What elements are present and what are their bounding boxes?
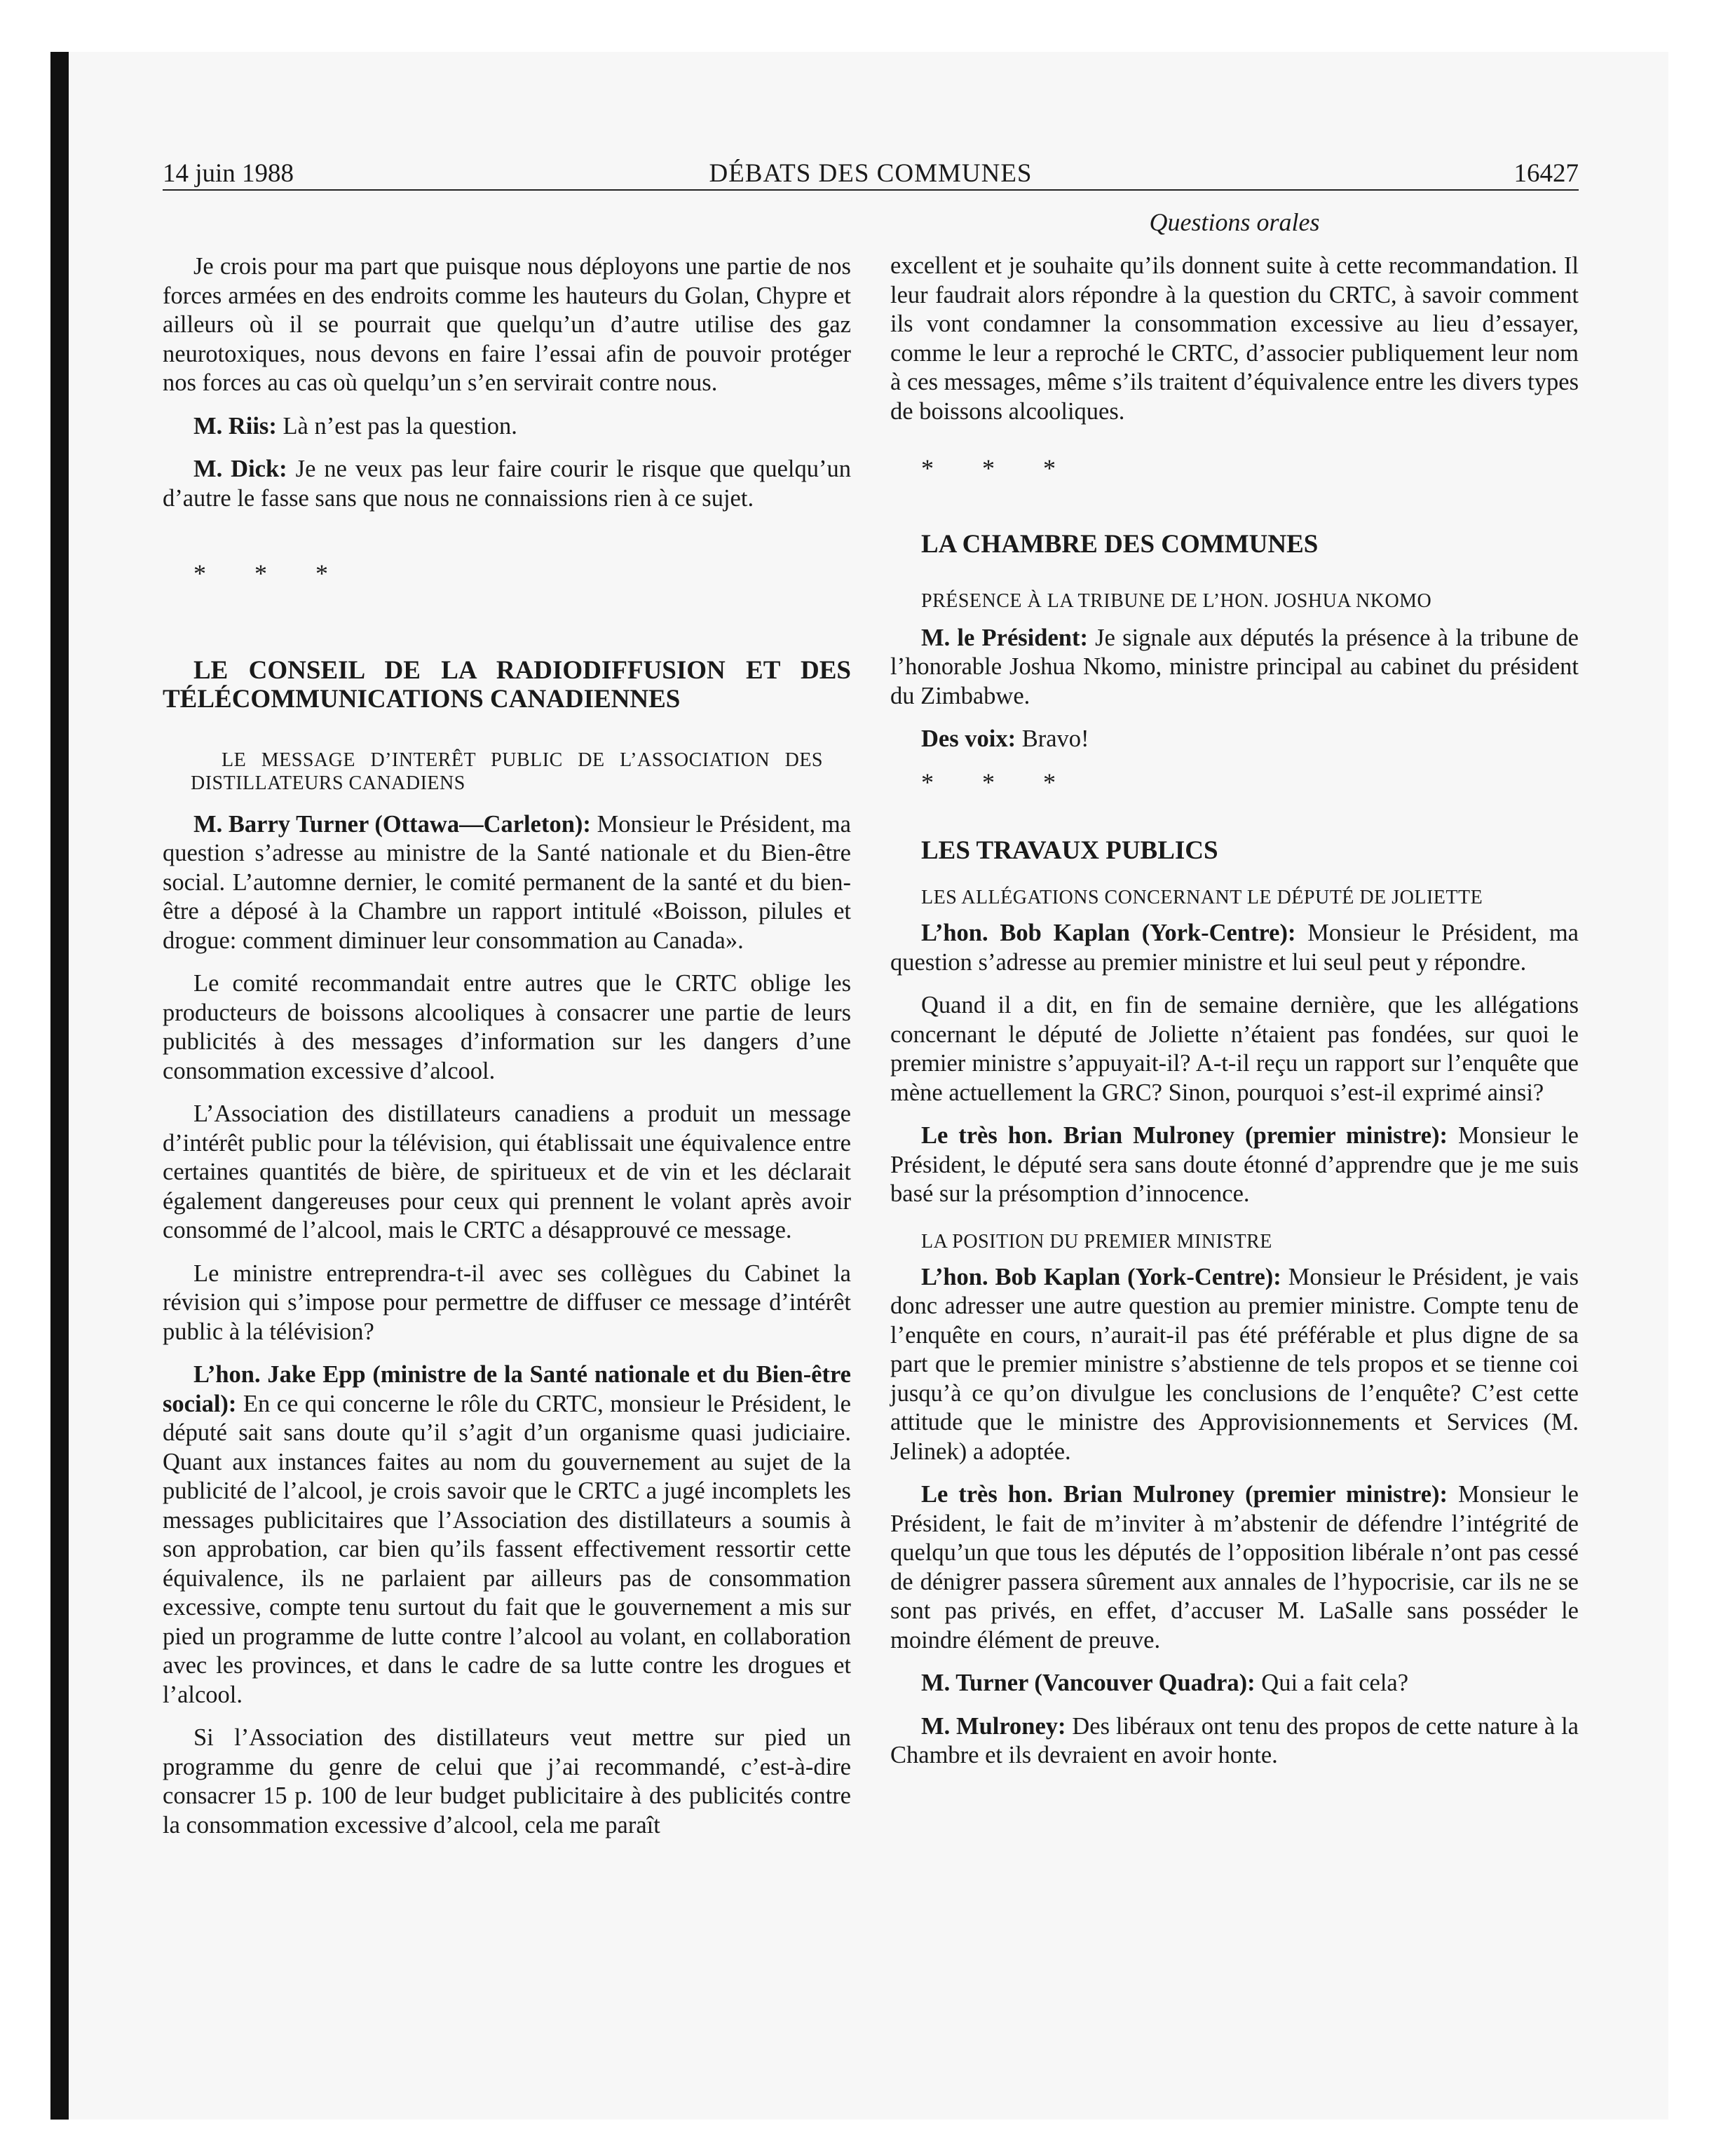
section-heading: LE CONSEIL DE LA RADIODIFFUSION ET DES TÉLÉCOMMUNICATIONS CANADIENNES	[163, 655, 851, 714]
running-head: Questions orales	[1149, 208, 1320, 236]
speech-text: En ce qui concerne le rôle du CRTC, monsieur le Président, le député sait sans doute qu’il s’agit d’un organisme quasi judiciaire. Quant aux instances faites au nom du gouvernement au sujet de la publicité de l’alcool, je crois savoir que le CRTC a jugé incomplets les messages publicitaires que l’Association des distillateurs a soumis à son approbation, car bien qu’ils fassent effectivement ressortir cette équivalence, ils ne parlaient par ailleurs pas de consommation excessive, compte tenu surtout du fait que le gouvernement a mis sur pied un programme de lutte contre l’alcool au volant, en collaboration avec les provinces, et dans le cadre de sa lutte contre les drogues et l’alcool.	[163, 1390, 851, 1708]
section-separator: * * *	[921, 454, 1077, 482]
speech-text: Monsieur le Président, je vais donc adresser une autre question au premier ministre. Compte tenu de l’enquête en cours, n’aurait-il pas été préférable et plus digne de sa part que le premier ministre s’abstienne de tels propos et se tienne coi jusqu’à ce qu’on divulgue les conclusions de l’enquête? C’est cette attitude que le ministre des Approvisionnements et Services (M. Jelinek) a adoptée.	[890, 1263, 1579, 1465]
speech-kaplan	[890, 919, 1579, 977]
section-subheading: LA POSITION DU PREMIER MINISTRE	[921, 1230, 1272, 1253]
paragraph: Quand il a dit, en fin de semaine dernière, que les allégations concernant le député de Joliette n’étaient pas fondées, sur quoi le premier ministre s’appuyait-il? A-t-il reçu un rapport sur l’enquête que mène actuellement la GRC? Sinon, pourquoi s’est-il exprimé ainsi?	[890, 992, 1579, 1106]
speech-text: Des libéraux ont tenu des propos de cette nature à la Chambre et ils devraient en avoir honte.	[890, 1712, 1579, 1768]
paragraph: Le ministre entreprendra-t-il avec ses collègues du Cabinet la révision qui s’impose pour permettre de diffuser ce message d’intérêt public à la télévision?	[163, 1260, 851, 1345]
speech-text: Bravo!	[1016, 725, 1089, 752]
speech-text: Monsieur le Président, ma question s’adresse au ministre de la Santé nationale et du Bien-être social. L’automne dernier, le comité permanent de la santé et du bien-être a déposé à la Chambre un rapport intitulé «Boisson, pilules et drogue: comment diminuer leur consommation au Canada».	[163, 810, 851, 954]
speech-text: Monsieur le Président, le député sera sans doute étonné d’apprendre que je me suis basé sur la présomption d’innocence.	[890, 1122, 1579, 1207]
speech-riis	[163, 412, 851, 442]
speaker-name: M. Dick:	[193, 456, 287, 482]
section-heading: LA CHAMBRE DES COMMUNES	[921, 529, 1319, 559]
speech-text: Là n’est pas la question.	[276, 412, 517, 439]
paragraph: Je crois pour ma part que puisque nous déployons une partie de nos forces armées en des endroits comme les hauteurs du Golan, Chypre et ailleurs où il se pourrait que quelqu’un d’autre utilise des gaz neurotoxiques, nous devons en faire l’essai afin de pouvoir protéger nos forces au cas où quelqu’un s’en servirait contre nous.	[163, 253, 851, 396]
scan-edge-bar	[50, 52, 69, 2120]
speaker-name: Le très hon. Brian Mulroney (premier ministre):	[921, 1122, 1448, 1149]
page-header	[163, 156, 1579, 191]
speech-mulroney	[890, 1712, 1579, 1770]
speaker-name: M. le Président:	[921, 624, 1088, 651]
section-subheading: LE MESSAGE D’INTERÊT PUBLIC DE L’ASSOCIATION DES DISTILLATEURS CANADIENS	[191, 749, 823, 794]
paragraph: Si l’Association des distillateurs veut mettre sur pied un programme du genre de celui que j’ai recommandé, c’est-à-dire consacrer 15 p. 100 de leur budget publicitaire à des publicités contre la consommation excessive d’alcool, cela me paraît	[163, 1724, 851, 1838]
paragraph: L’Association des distillateurs canadiens a produit un message d’intérêt public pour la télévision, qui établissait une équivalence entre certaines quantités de bière, de spiritueux et de vin et les déclarait également dangereuses pour ceux qui prennent le volant après avoir consommé de l’alcool, mais le CRTC a désapprouvé ce message.	[163, 1100, 851, 1243]
speaker-name: Le très hon. Brian Mulroney (premier ministre):	[921, 1481, 1448, 1508]
speech-turner	[890, 1669, 1579, 1698]
speaker-name: L’hon. Jake Epp (ministre de la Santé nationale et du Bien-être social):	[163, 1361, 851, 1417]
speech-text: Monsieur le Président, le fait de m’inviter à m’abstenir de défendre l’intégrité de quelqu’un que tous les députés de l’opposition libérale n’ont pas cessé de dénigrer passera sûrement aux annales de l’hypocrisie, car ils ne se sont pas privés, en effet, d’accuser M. LaSalle sans posséder le moindre élément de preuve.	[890, 1481, 1579, 1653]
speech-text: Je signale aux députés la présence à la tribune de l’honorable Joshua Nkomo, ministre principal au cabinet du président du Zimbabwe.	[890, 624, 1579, 709]
speaker-name: M. Riis:	[193, 412, 277, 439]
paragraph: Le comité recommandait entre autres que le CRTC oblige les producteurs de boissons alcooliques à consacrer une partie de leurs publicités à des messages d’information sur les dangers d’une consommation excessive d’alcool.	[163, 970, 851, 1084]
header-page-number: 16427	[1513, 159, 1579, 188]
speech-text: Je ne veux pas leur faire courir le risque que quelqu’un d’autre le fasse sans que nous ne connaissions rien à ce sujet.	[163, 456, 851, 512]
section-separator: * * *	[921, 767, 1077, 796]
left-column	[163, 252, 851, 1854]
speech-president	[890, 624, 1579, 711]
section-subheading: PRÉSENCE À LA TRIBUNE DE L’HON. JOSHUA NKOMO	[921, 589, 1432, 612]
speech-mulroney	[890, 1121, 1579, 1209]
speaker-name: M. Mulroney:	[921, 1712, 1066, 1740]
speaker-name: L’hon. Bob Kaplan (York-Centre):	[921, 920, 1296, 946]
speech-voices	[890, 725, 1579, 754]
header-title: DÉBATS DES COMMUNES	[709, 159, 1033, 188]
speaker-name: M. Turner (Vancouver Quadra):	[921, 1670, 1256, 1696]
speech-kaplan	[890, 1263, 1579, 1467]
header-date: 14 juin 1988	[163, 159, 294, 188]
paragraph: excellent et je souhaite qu’ils donnent suite à cette recommandation. Il leur faudrait alors répondre à la question du CRTC, à savoir comment ils vont condamner la consommation excessive au lieu d’essayer, comme le leur a reproché le CRTC, d’associer publiquement leur nom à ces messages, même s’ils traitent d’équivalence entre les divers types de boissons alcooliques.	[890, 252, 1579, 425]
speech-text: Monsieur le Président, ma question s’adresse au premier ministre et lui seul peut y répondre.	[890, 920, 1579, 976]
section-heading: LES TRAVAUX PUBLICS	[921, 836, 1218, 865]
speech-mulroney	[890, 1480, 1579, 1655]
speech-text: Qui a fait cela?	[1255, 1670, 1409, 1696]
speaker-name: M. Barry Turner (Ottawa—Carleton):	[193, 810, 591, 838]
speech-dick	[163, 455, 851, 513]
speech-turner	[163, 810, 851, 956]
section-separator: * * *	[193, 559, 349, 587]
section-subheading: LES ALLÉGATIONS CONCERNANT LE DÉPUTÉ DE JOLIETTE	[921, 887, 1483, 908]
speaker-name: L’hon. Bob Kaplan (York-Centre):	[921, 1263, 1281, 1290]
right-column	[890, 252, 1579, 1785]
speaker-name: Des voix:	[921, 725, 1016, 752]
speech-epp	[163, 1360, 851, 1710]
